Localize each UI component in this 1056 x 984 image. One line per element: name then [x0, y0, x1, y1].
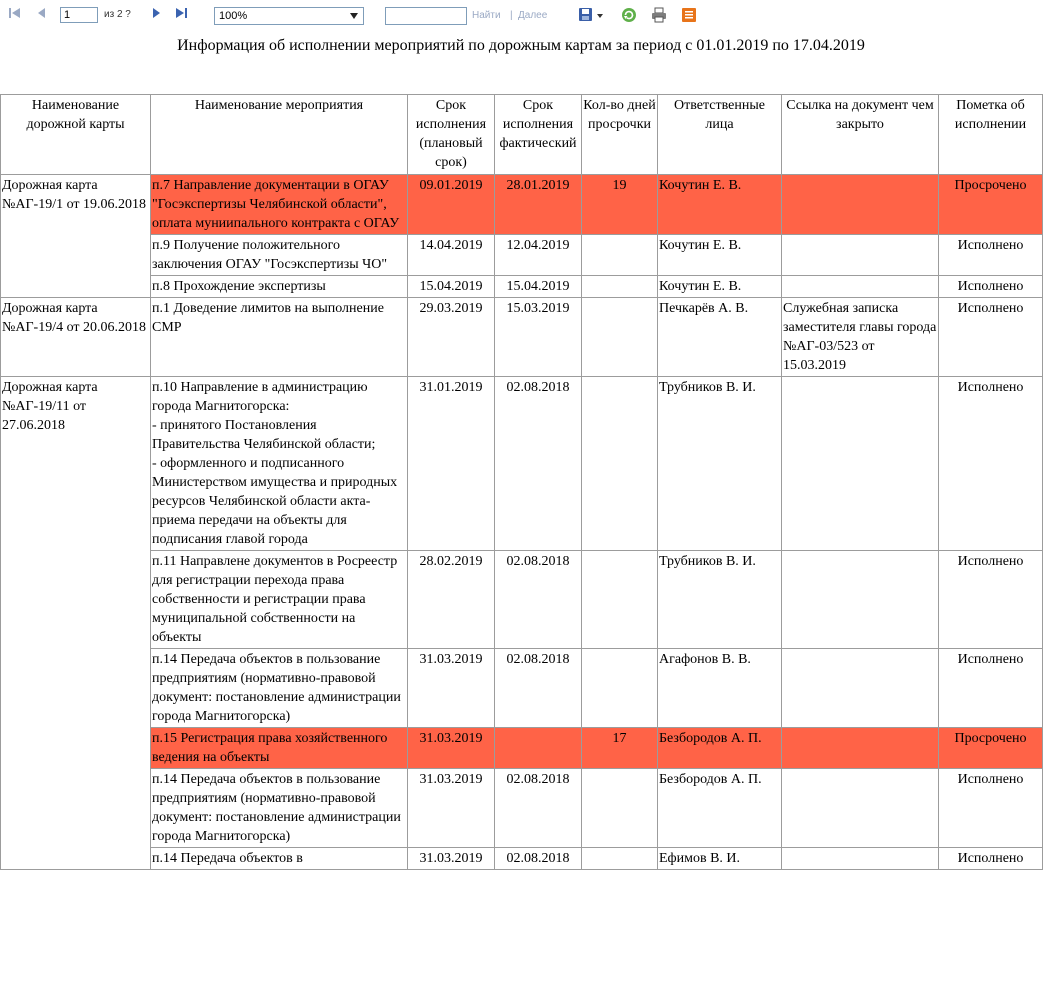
document-cell	[782, 276, 939, 298]
table-row	[1, 235, 1043, 276]
responsible-cell: Кочутин Е. В.	[658, 175, 782, 235]
last-page-icon[interactable]	[174, 7, 188, 24]
actual-date-cell: 02.08.2018	[495, 377, 582, 551]
print-icon[interactable]	[651, 7, 667, 23]
actual-date-cell: 02.08.2018	[495, 769, 582, 848]
status-cell: Исполнено	[939, 235, 1043, 276]
activity-cell: п.10 Направление в администрацию города Магнитогорска: - принятого Постановления Правительства Челябинской области; - оформленного и подписанного Министерством имущества и природных ресурсов Челябинской области акта-приема передачи на объекты для подписания главой города	[151, 377, 408, 551]
actual-date-cell: 15.04.2019	[495, 276, 582, 298]
next-page-icon[interactable]	[150, 7, 162, 24]
prev-page-icon[interactable]	[36, 7, 48, 24]
roadmap-cell: Дорожная карта №АГ-19/1 от 19.06.2018	[1, 175, 151, 298]
table-row	[1, 728, 1043, 769]
document-cell	[782, 728, 939, 769]
status-cell: Просрочено	[939, 728, 1043, 769]
status-cell: Исполнено	[939, 276, 1043, 298]
overdue-days-cell	[582, 276, 658, 298]
overdue-days-cell	[582, 848, 658, 870]
document-cell	[782, 551, 939, 649]
status-cell: Исполнено	[939, 551, 1043, 649]
status-cell: Исполнено	[939, 298, 1043, 377]
overdue-days-cell	[582, 649, 658, 728]
overdue-days-cell	[582, 551, 658, 649]
table-row	[1, 175, 1043, 235]
document-cell	[782, 377, 939, 551]
responsible-cell: Печкарёв А. В.	[658, 298, 782, 377]
planned-date-cell: 09.01.2019	[408, 175, 495, 235]
zoom-value: 100%	[219, 10, 248, 22]
status-cell: Исполнено	[939, 649, 1043, 728]
planned-date-cell: 31.03.2019	[408, 848, 495, 870]
responsible-cell: Безбородов А. П.	[658, 728, 782, 769]
overdue-days-cell	[582, 769, 658, 848]
actual-date-cell	[495, 728, 582, 769]
export-icon[interactable]	[578, 7, 594, 23]
table-row	[1, 551, 1043, 649]
document-cell	[782, 769, 939, 848]
planned-date-cell: 15.04.2019	[408, 276, 495, 298]
actual-date-cell: 12.04.2019	[495, 235, 582, 276]
activity-cell: п.9 Получение положительного заключения ОГАУ "Госэкспертизы ЧО"	[151, 235, 408, 276]
roadmap-cell: Дорожная карта №АГ-19/4 от 20.06.2018	[1, 298, 151, 377]
document-cell: Служебная записка заместителя главы города №АГ-03/523 от 15.03.2019	[782, 298, 939, 377]
actual-date-cell: 02.08.2018	[495, 551, 582, 649]
header-planned: Срок исполнения (плановый срок)	[408, 95, 495, 175]
table-body	[1, 175, 1043, 870]
table-row	[1, 769, 1043, 848]
zoom-select[interactable]	[214, 7, 364, 25]
planned-date-cell: 28.02.2019	[408, 551, 495, 649]
planned-date-cell: 29.03.2019	[408, 298, 495, 377]
responsible-cell: Агафонов В. В.	[658, 649, 782, 728]
first-page-icon[interactable]	[8, 7, 22, 24]
responsible-cell: Трубников В. И.	[658, 551, 782, 649]
document-cell	[782, 235, 939, 276]
header-overdue-days: Кол-во дней просрочки	[582, 95, 658, 175]
document-cell	[782, 175, 939, 235]
planned-date-cell: 31.03.2019	[408, 728, 495, 769]
header-document: Ссылка на документ чем закрыто	[782, 95, 939, 175]
status-cell: Исполнено	[939, 769, 1043, 848]
refresh-icon[interactable]	[621, 7, 637, 23]
activity-cell: п.14 Передача объектов в пользование предприятиям (нормативно-правовой документ: постановление администрации города Магнитогорска)	[151, 649, 408, 728]
responsible-cell: Кочутин Е. В.	[658, 235, 782, 276]
activity-cell: п.8 Прохождение экспертизы	[151, 276, 408, 298]
find-next-link[interactable]: Далее	[518, 10, 548, 21]
page-count-label: из 2 ?	[104, 9, 131, 20]
roadmap-cell: Дорожная карта №АГ-19/11 от 27.06.2018	[1, 377, 151, 870]
actual-date-cell: 28.01.2019	[495, 175, 582, 235]
header-actual: Срок исполнения фактический	[495, 95, 582, 175]
document-cell	[782, 649, 939, 728]
responsible-cell: Кочутин Е. В.	[658, 276, 782, 298]
responsible-cell: Безбородов А. П.	[658, 769, 782, 848]
activity-cell: п.14 Передача объектов в	[151, 848, 408, 870]
table-row	[1, 377, 1043, 551]
actual-date-cell: 02.08.2018	[495, 848, 582, 870]
overdue-days-cell	[582, 377, 658, 551]
status-cell: Исполнено	[939, 848, 1043, 870]
header-status: Пометка об исполнении	[939, 95, 1043, 175]
planned-date-cell: 31.03.2019	[408, 769, 495, 848]
table-row	[1, 298, 1043, 377]
table-header-row	[1, 95, 1043, 175]
overdue-days-cell	[582, 235, 658, 276]
actual-date-cell: 15.03.2019	[495, 298, 582, 377]
overdue-days-cell	[582, 298, 658, 377]
planned-date-cell: 14.04.2019	[408, 235, 495, 276]
table-row	[1, 649, 1043, 728]
table-row	[1, 276, 1043, 298]
activity-cell: п.1 Доведение лимитов на выполнение СМР	[151, 298, 408, 377]
overdue-days-cell: 19	[582, 175, 658, 235]
actual-date-cell: 02.08.2018	[495, 649, 582, 728]
overdue-days-cell: 17	[582, 728, 658, 769]
find-input[interactable]	[385, 7, 467, 25]
header-activity: Наименование мероприятия	[151, 95, 408, 175]
responsible-cell: Трубников В. И.	[658, 377, 782, 551]
find-separator: |	[510, 10, 513, 21]
planned-date-cell: 31.01.2019	[408, 377, 495, 551]
activity-cell: п.7 Направление документации в ОГАУ "Госэкспертизы Челябинской области", оплата муниипального контракта с ОГАУ	[151, 175, 408, 235]
table-row	[1, 848, 1043, 870]
planned-date-cell: 31.03.2019	[408, 649, 495, 728]
report-table	[0, 94, 1043, 870]
page-number-input[interactable]	[60, 7, 98, 23]
activity-cell: п.15 Регистрация права хозяйственного ведения на объекты	[151, 728, 408, 769]
find-link[interactable]: Найти	[472, 10, 501, 21]
document-cell	[782, 848, 939, 870]
report-toolbar	[0, 0, 1056, 32]
report-icon[interactable]	[681, 7, 697, 23]
chevron-down-icon	[347, 9, 361, 23]
activity-cell: п.14 Передача объектов в пользование предприятиям (нормативно-правовой документ: постановление администрации города Магнитогорска)	[151, 769, 408, 848]
header-roadmap: Наименование дорожной карты	[1, 95, 151, 175]
report-title: Информация об исполнении мероприятий по дорожным картам за период с 01.01.2019 по 17.04.2019	[177, 37, 865, 54]
status-cell: Исполнено	[939, 377, 1043, 551]
header-responsible: Ответственные лица	[658, 95, 782, 175]
status-cell: Просрочено	[939, 175, 1043, 235]
responsible-cell: Ефимов В. И.	[658, 848, 782, 870]
activity-cell: п.11 Направлене документов в Росреестр для регистрации перехода права собственности и регистрации права муниципальной собственности на объекты	[151, 551, 408, 649]
